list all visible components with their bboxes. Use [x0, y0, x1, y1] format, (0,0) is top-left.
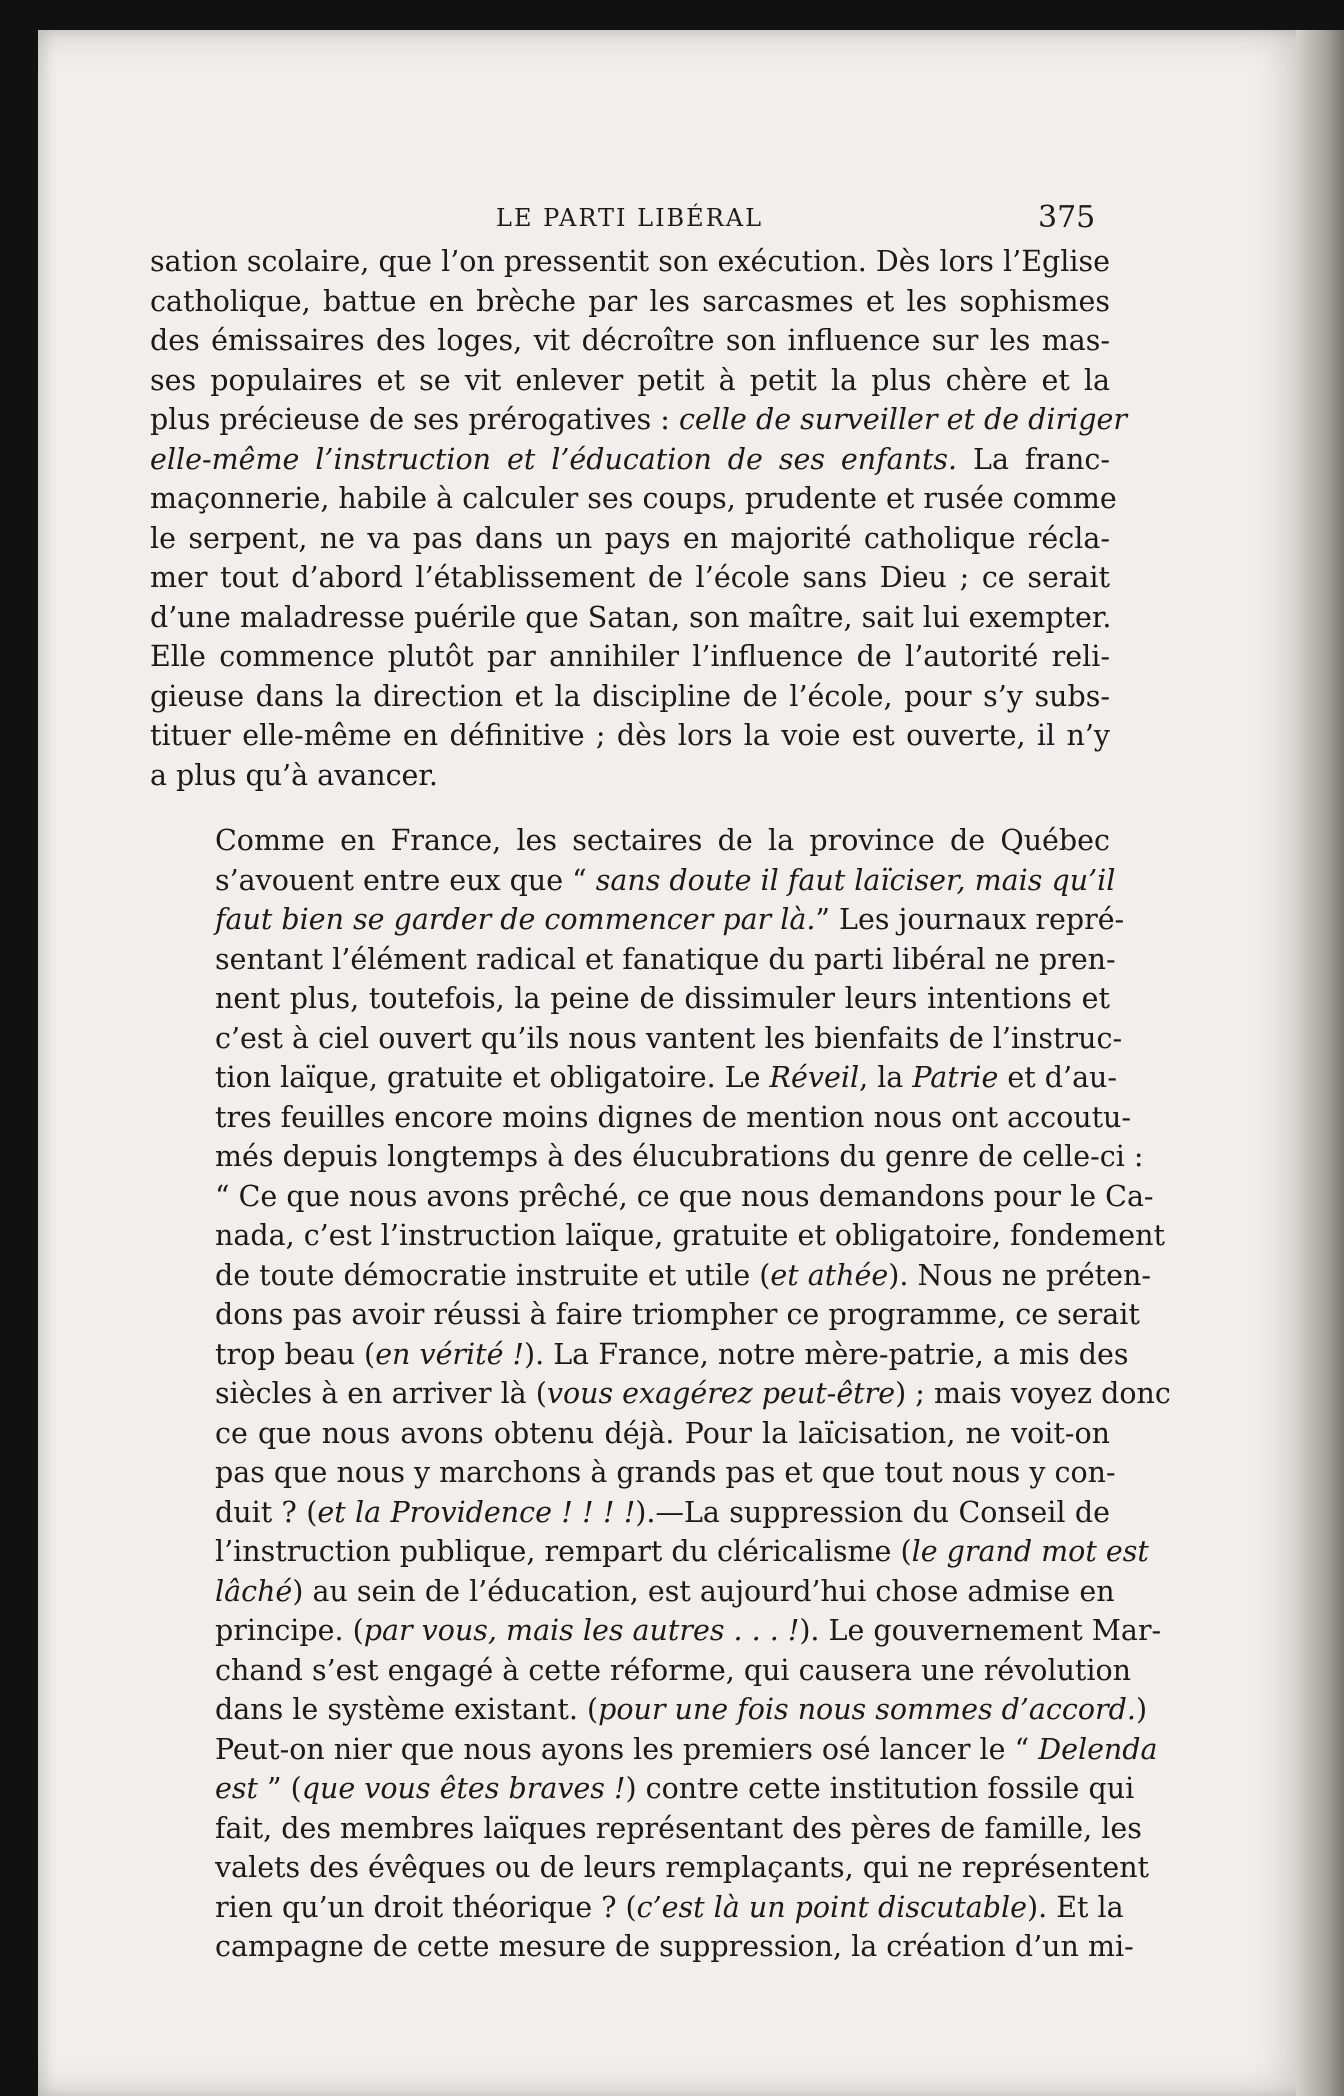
text-run: nada, c’est l’instruction laïque, gratuite et obligatoire, fondement — [215, 1219, 1165, 1252]
italic-run: par vous, mais les autres . . . ! — [363, 1614, 800, 1647]
text-line — [150, 861, 1116, 901]
text-run: ) — [1135, 1693, 1148, 1726]
text-run: des émissaires des loges, vit décroître son influence sur les mas- — [150, 324, 1110, 357]
text-run: a plus qu’à avancer. — [150, 758, 438, 792]
text-run: més depuis longtemps à des élucubrations du genre de celle-ci : — [215, 1140, 1144, 1173]
text-run: s’avouent entre eux que “ — [215, 863, 596, 897]
text-line — [150, 1809, 1142, 1849]
text-run: ) au sein de l’éducation, est aujourd’hui chose admise en — [292, 1574, 1115, 1608]
text-run: ses populaires et se vit enlever petit à petit la plus chère et la — [150, 363, 1110, 397]
text-line — [150, 598, 1110, 638]
text-run: sentant l’élément radical et fanatique du parti libéral ne pren- — [215, 942, 1116, 976]
text-line — [150, 1927, 1134, 1967]
text-run: chand s’est engagé à cette réforme, qui causera une révolution — [215, 1653, 1132, 1687]
text-run: ) ; mais voyez donc — [895, 1377, 1171, 1410]
book-page — [38, 30, 1320, 2096]
text-line — [150, 637, 1110, 677]
text-run: tituer elle-même en définitive ; dès lors la voie est ouverte, il n’y — [150, 719, 1110, 752]
page-header — [38, 198, 1320, 248]
text-line — [150, 1769, 1135, 1809]
text-run: trop beau ( — [215, 1337, 376, 1371]
text-line — [150, 242, 1110, 282]
text-line — [150, 400, 1127, 440]
text-line — [150, 900, 1125, 940]
text-line — [150, 1888, 1124, 1928]
text-run: nent plus, toutefois, la peine de dissimuler leurs intentions et — [215, 982, 1110, 1015]
page-number: 375 — [1038, 200, 1096, 235]
text-line — [150, 756, 1110, 796]
text-run: pas que nous y marchons à grands pas et que tout nous y con- — [215, 1456, 1116, 1489]
text-run: plus précieuse de ses prérogatives : — [150, 403, 679, 436]
text-run: dans le système existant. ( — [215, 1693, 599, 1726]
page-edge-shadow — [1296, 30, 1344, 2096]
text-run: d’une maladresse puérile que Satan, son maître, sait lui exempter. — [150, 600, 1112, 634]
text-run: c’est à ciel ouvert qu’ils nous vantent les bienfaits de l’instruc- — [215, 1021, 1123, 1055]
italic-run: lâché — [215, 1574, 293, 1608]
text-run: La franc- — [957, 442, 1110, 476]
body-text — [150, 242, 1171, 1967]
italic-run: est — [215, 1772, 258, 1805]
italic-run: et athée — [770, 1258, 889, 1292]
text-run: campagne de cette mesure de suppression, la création d’un mi- — [215, 1930, 1134, 1963]
text-line — [150, 1295, 1140, 1335]
text-run: mer tout d’abord l’établissement de l’école sans Dieu ; ce serait — [150, 561, 1110, 594]
text-run: Elle commence plutôt par annihiler l’influence de l’autorité reli- — [150, 640, 1110, 673]
text-line — [150, 282, 1110, 322]
text-line — [150, 440, 1110, 480]
italic-run: celle de surveiller et de diriger — [678, 403, 1127, 436]
text-run: dons pas avoir réussi à faire triompher ce programme, ce serait — [215, 1298, 1140, 1331]
text-line — [150, 1137, 1144, 1177]
text-line — [150, 1848, 1150, 1888]
text-line — [150, 1611, 1162, 1651]
text-run: “ Ce que nous avons prêché, ce que nous demandons pour le Ca- — [215, 1179, 1154, 1213]
text-run: ).—La suppression du Conseil de — [635, 1495, 1110, 1529]
text-run: rien qu’un droit théorique ? ( — [215, 1890, 637, 1924]
italic-run: c’est là un point discutable — [636, 1890, 1027, 1924]
text-line — [150, 1690, 1148, 1730]
text-line — [150, 558, 1110, 598]
italic-run: elle-même l’instruction et l’éducation de ses enfants. — [150, 442, 958, 476]
text-run: tres feuilles encore moins dignes de mention nous ont accoutu- — [215, 1100, 1132, 1134]
text-line — [150, 1493, 1110, 1533]
text-run: valets des évêques ou de leurs remplaçants, qui ne représentent — [215, 1851, 1150, 1884]
paragraph — [150, 242, 1127, 795]
italic-run: et la Providence ! ! ! ! — [317, 1495, 636, 1529]
text-line — [150, 940, 1116, 980]
text-run: ). Le gouvernement Mar- — [799, 1614, 1162, 1647]
text-run: de toute démocratie instruite et utile ( — [215, 1258, 771, 1292]
text-line — [150, 1098, 1132, 1138]
text-line — [150, 1572, 1115, 1612]
text-run: gieuse dans la direction et la discipline de l’école, pour s’y subs- — [150, 679, 1110, 713]
text-run: , la — [859, 1061, 913, 1094]
text-line — [150, 1730, 1158, 1770]
text-run: ” Les journaux repré- — [815, 903, 1125, 936]
italic-run: Patrie — [912, 1061, 999, 1094]
text-line — [150, 1335, 1129, 1375]
text-line — [150, 821, 1110, 861]
text-run: ce que nous avons obtenu déjà. Pour la laïcisation, ne voit-on — [215, 1416, 1110, 1450]
text-run: tion laïque, gratuite et obligatoire. Le — [215, 1061, 770, 1094]
text-run: catholique, battue en brèche par les sarcasmes et les sophismes — [150, 284, 1110, 318]
text-line — [150, 1216, 1165, 1256]
italic-run: vous exagérez peut-être — [546, 1377, 896, 1410]
text-run: le serpent, ne va pas dans un pays en majorité catholique récla- — [150, 521, 1110, 555]
text-line — [150, 1019, 1123, 1059]
text-run: ). La France, notre mère-patrie, a mis des — [524, 1337, 1129, 1371]
text-line — [150, 321, 1110, 361]
paragraph — [150, 821, 1171, 1967]
text-run: Peut-on nier que nous ayons les premiers osé lancer le “ — [215, 1732, 1039, 1766]
text-line — [150, 1058, 1118, 1098]
text-line — [150, 479, 1117, 519]
text-run: maçonnerie, habile à calculer ses coups, prudente et rusée comme — [150, 482, 1117, 515]
italic-run: pour une fois nous sommes d’accord. — [598, 1693, 1136, 1726]
text-run: principe. ( — [215, 1614, 364, 1647]
text-run: fait, des membres laïques représentant des pères de famille, les — [215, 1811, 1142, 1845]
text-run: duit ? ( — [215, 1495, 318, 1529]
text-run: l’instruction publique, rempart du cléricalisme ( — [215, 1535, 912, 1568]
text-line — [150, 1532, 1149, 1572]
text-run: siècles à en arriver là ( — [215, 1377, 547, 1410]
italic-run: le grand mot est — [911, 1535, 1149, 1568]
text-line — [150, 1414, 1110, 1454]
text-run: ” ( — [257, 1772, 302, 1805]
italic-run: Delenda — [1038, 1732, 1158, 1766]
text-line — [150, 979, 1110, 1019]
text-run: ) contre cette institution fossile qui — [625, 1772, 1135, 1805]
running-head: LE PARTI LIBÉRAL — [496, 204, 764, 232]
text-line — [150, 1256, 1151, 1296]
text-line — [150, 716, 1110, 756]
text-line — [150, 519, 1110, 559]
text-run: sation scolaire, que l’on pressentit son exécution. Dès lors l’Eglise — [150, 245, 1110, 278]
text-run: ). Et la — [1026, 1890, 1124, 1924]
italic-run: en vérité ! — [375, 1337, 525, 1371]
text-line — [150, 677, 1110, 717]
italic-run: sans doute il faut laïciser, mais qu’il — [595, 863, 1116, 897]
italic-run: que vous êtes braves ! — [301, 1772, 626, 1805]
text-line — [150, 1651, 1132, 1691]
text-line — [150, 361, 1110, 401]
italic-run: faut bien se garder de commencer par là. — [215, 903, 816, 936]
text-line — [150, 1177, 1154, 1217]
italic-run: Réveil — [769, 1061, 860, 1094]
text-run: ). Nous ne préten- — [888, 1258, 1151, 1292]
text-run: Comme en France, les sectaires de la province de Québec — [215, 824, 1110, 857]
text-line — [150, 1374, 1171, 1414]
text-run: et d’au- — [998, 1061, 1118, 1094]
text-line — [150, 1453, 1116, 1493]
